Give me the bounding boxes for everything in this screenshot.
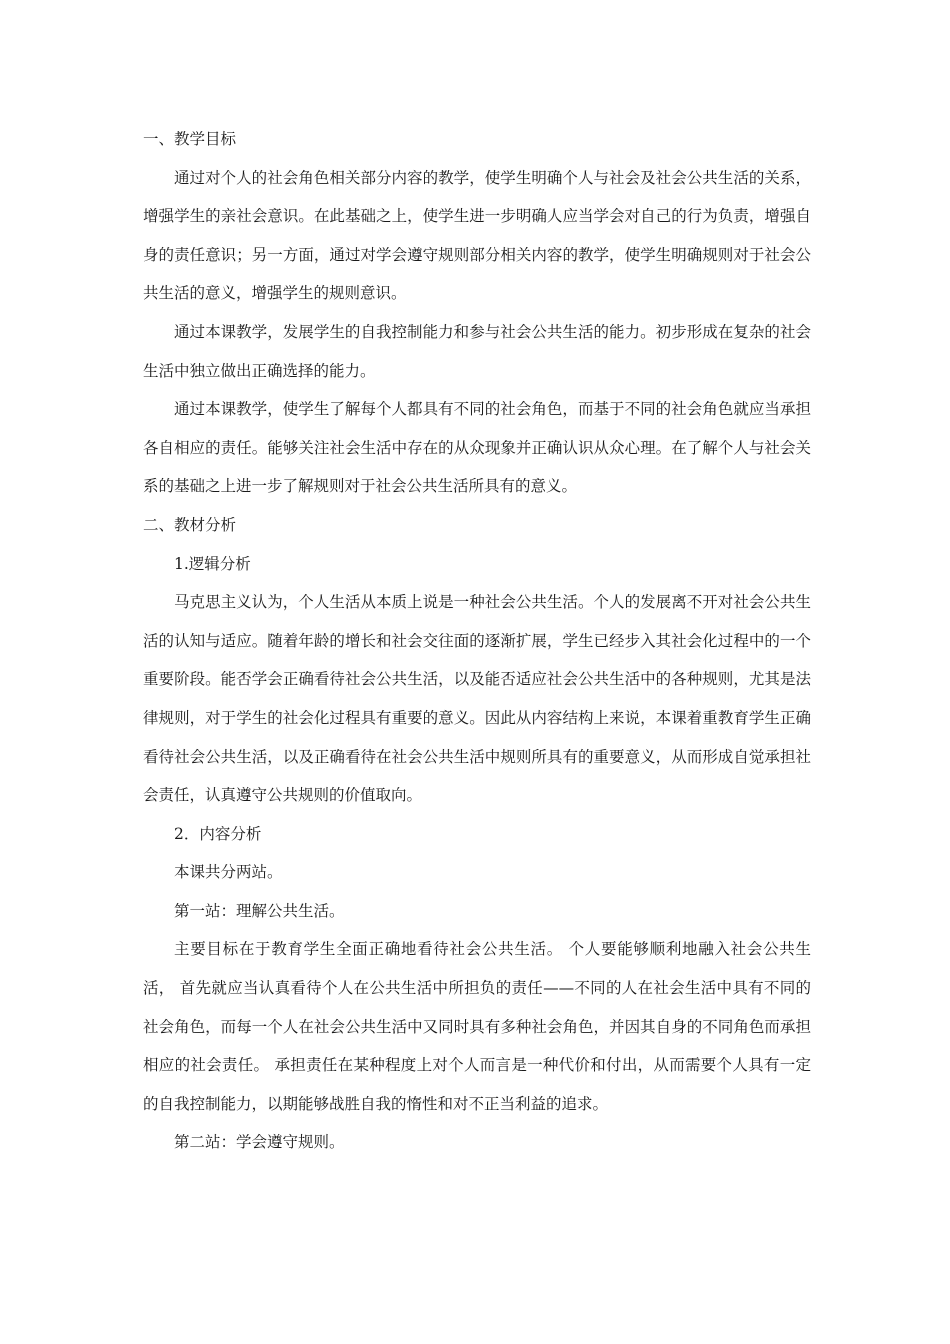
paragraph: 主要目标在于教育学生全面正确地看待社会公共生活。 个人要能够顺利地融入社会公共生活， 首先就应当认真看待个人在公共生活中所担负的责任——不同的人在社会生活中具有不同的社会角色，而每一个人在社会公共生活中又同时具有多种社会角色，并因其自身的不同角色而承担相应的社会责任。 承担责任在某种程度上对个人而言是一种代价和付出，从而需要个人具有一定的自我控制能力，以期能够战胜自我的惰性和对不正当利益的追求。 (143, 940, 811, 1113)
document-body (143, 120, 811, 1162)
text-line: 第一站：理解公共生活。 (174, 901, 345, 920)
section-heading-teaching-goals: 一、教学目标 (143, 130, 237, 148)
section-heading-textbook-analysis: 二、教材分析 (143, 515, 237, 534)
paragraph: 通过对个人的社会角色相关部分内容的教学，使学生明确个人与社会及社会公共生活的关系，增强学生的亲社会意识。在此基础之上，使学生进一步明确人应当学会对自己的行为负责，增强自身的责任意识；另一方面，通过对学会遵守规则部分相关内容的教学，使学生明确规则对于社会公共生活的意义，增强学生的规则意识。 (143, 168, 811, 303)
paragraph: 通过本课教学，使学生了解每个人都具有不同的社会角色，而基于不同的社会角色就应当承担各自相应的责任。能够关注社会生活中存在的从众现象并正确认识从众心理。在了解个人与社会关系的基础之上进一步了解规则对于社会公共生活所具有的意义。 (143, 400, 811, 496)
text-line: 第二站：学会遵守规则。 (174, 1133, 345, 1152)
subheading-logic-analysis: 1.逻辑分析 (174, 554, 251, 573)
text-line: 本课共分两站。 (174, 863, 283, 882)
paragraph: 通过本课教学，发展学生的自我控制能力和参与社会公共生活的能力。初步形成在复杂的社会生活中独立做出正确选择的能力。 (143, 322, 811, 380)
paragraph: 马克思主义认为，个人生活从本质上说是一种社会公共生活。个人的发展离不开对社会公共生活的认知与适应。随着年龄的增长和社会交往面的逐渐扩展，学生已经步入其社会化过程中的一个重要阶段。能否学会正确看待社会公共生活，以及能否适应社会公共生活中的各种规则，尤其是法律规则，对于学生的社会化过程具有重要的意义。因此从内容结构上来说，本课着重教育学生正确看待社会公共生活，以及正确看待在社会公共生活中规则所具有的重要意义，从而形成自觉承担社会责任，认真遵守公共规则的价值取向。 (143, 593, 811, 805)
subheading-content-analysis: 2．内容分析 (174, 824, 262, 843)
